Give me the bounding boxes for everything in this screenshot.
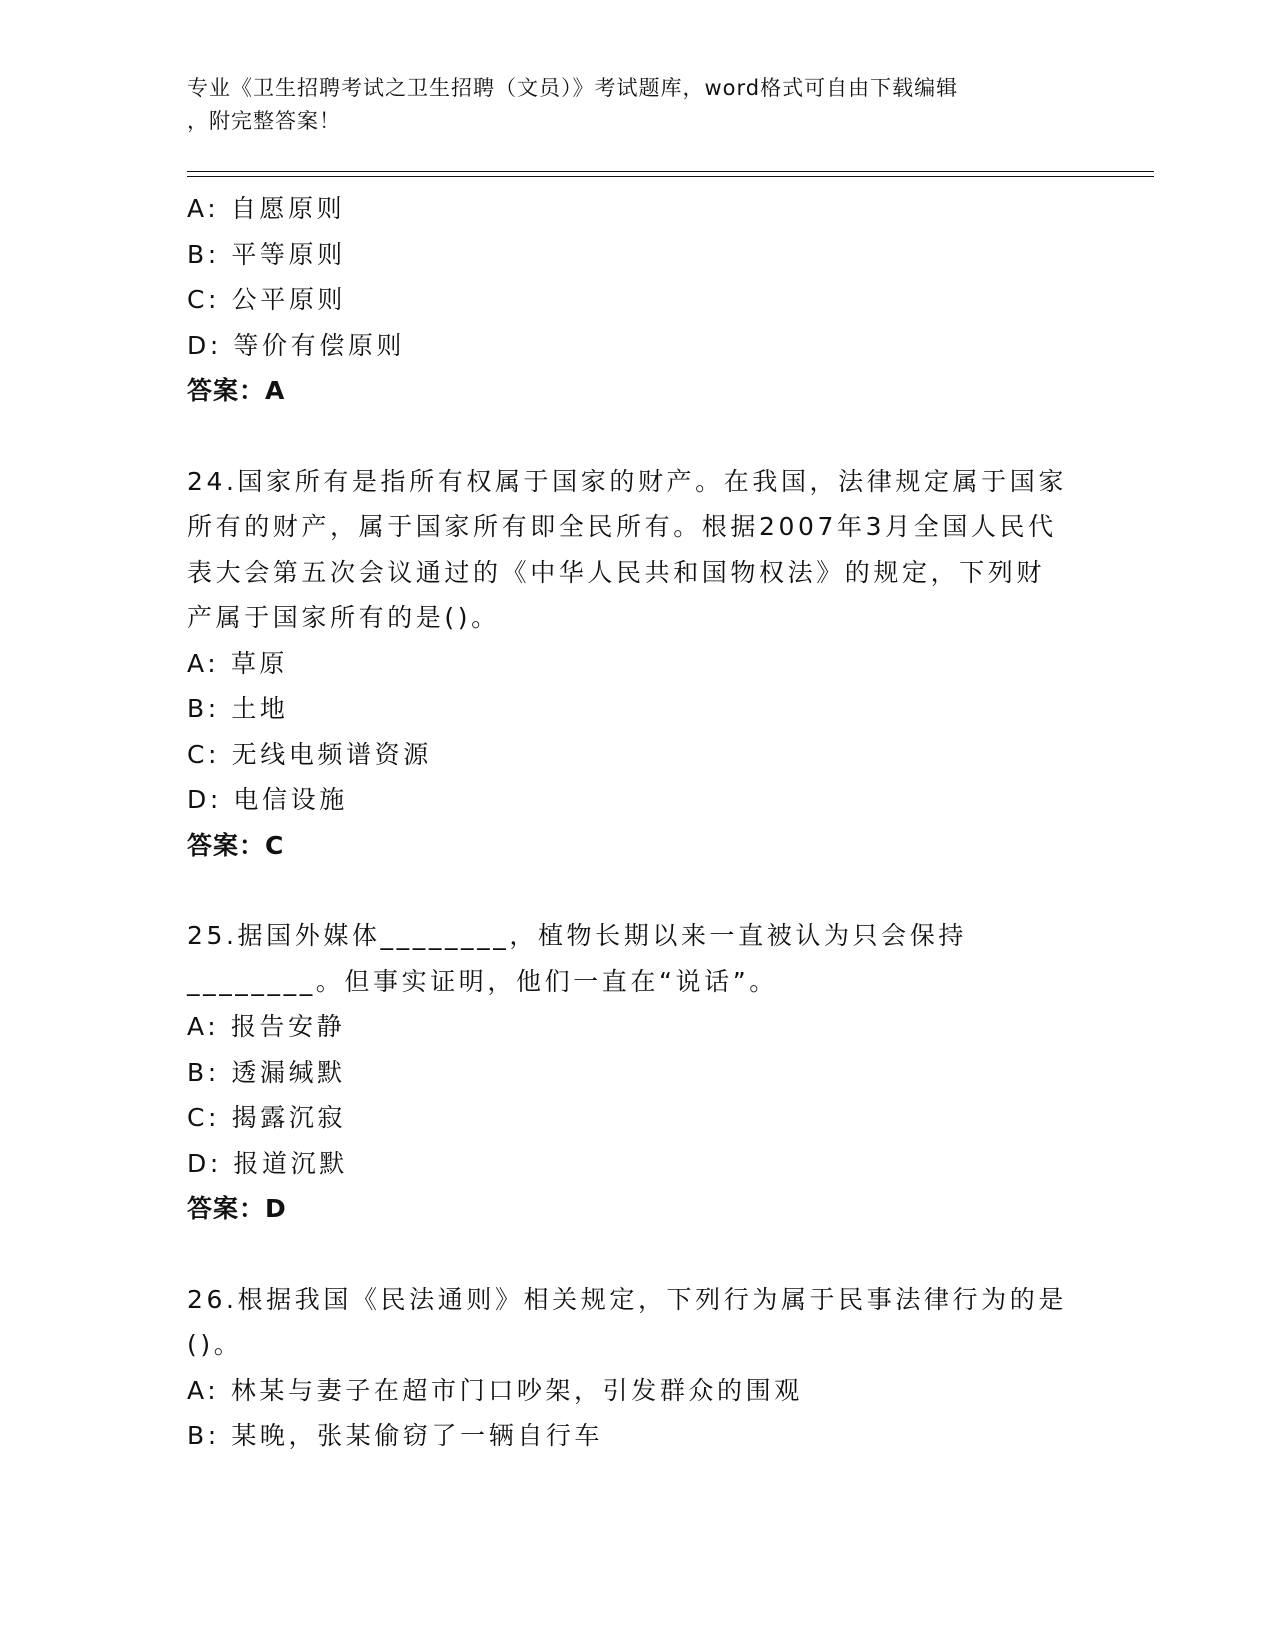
option-d: D: 等价有偿原则 (187, 330, 406, 360)
question-block (187, 459, 1087, 869)
question-block (187, 186, 1087, 414)
option-a: A: 报告安静 (187, 1012, 346, 1041)
option-a: A: 自愿原则 (187, 194, 346, 223)
question-text: 24.国家所有是指所有权属于国家的财产。在我国，法律规定属于国家所有的财产，属于国家所有即全民所有。根据2007年3月全国人民代表大会第五次会议通过的《中华人民共和国物权法》的规定，下列财产属于国家所有的是()。 (187, 466, 1067, 632)
document-header (187, 72, 1087, 138)
option-a: A: 林某与妻子在超市门口吵架，引发群众的围观 (187, 1375, 803, 1405)
header-rule-top (187, 171, 1154, 172)
question-list (187, 186, 1087, 1459)
option-d: D: 电信设施 (187, 785, 348, 814)
option-c: C: 无线电频谱资源 (187, 739, 432, 769)
question-text: 26.根据我国《民法通则》相关规定，下列行为属于民事法律行为的是()。 (187, 1284, 1067, 1359)
option-d: D: 报道沉默 (187, 1148, 348, 1178)
answer-line: 答案：C (187, 830, 285, 860)
answer-line: 答案：A (187, 376, 286, 405)
option-c: C: 公平原则 (187, 285, 347, 314)
block-spacer (187, 868, 1087, 913)
header-line-2: ，附完整答案！ (187, 109, 341, 133)
option-c: C: 揭露沉寂 (187, 1103, 347, 1132)
question-text: 25.据国外媒体________，植物长期以来一直被认为只会保持________。但事实证明，他们一直在“说话”。 (187, 921, 967, 996)
option-a: A: 草原 (187, 648, 289, 678)
header-line-1: 专业《卫生招聘考试之卫生招聘（文员）》考试题库，word格式可自由下载编辑 (187, 76, 959, 100)
question-block (187, 1277, 1087, 1459)
option-b: B: 平等原则 (187, 239, 346, 269)
block-spacer (187, 414, 1087, 459)
option-b: B: 土地 (187, 694, 289, 723)
answer-line: 答案：D (187, 1194, 287, 1223)
option-b: B: 透漏缄默 (187, 1057, 346, 1087)
block-spacer (187, 1232, 1087, 1277)
option-b: B: 某晚，张某偷窃了一辆自行车 (187, 1421, 604, 1450)
question-block (187, 913, 1087, 1232)
header-rule-bottom (187, 176, 1154, 177)
